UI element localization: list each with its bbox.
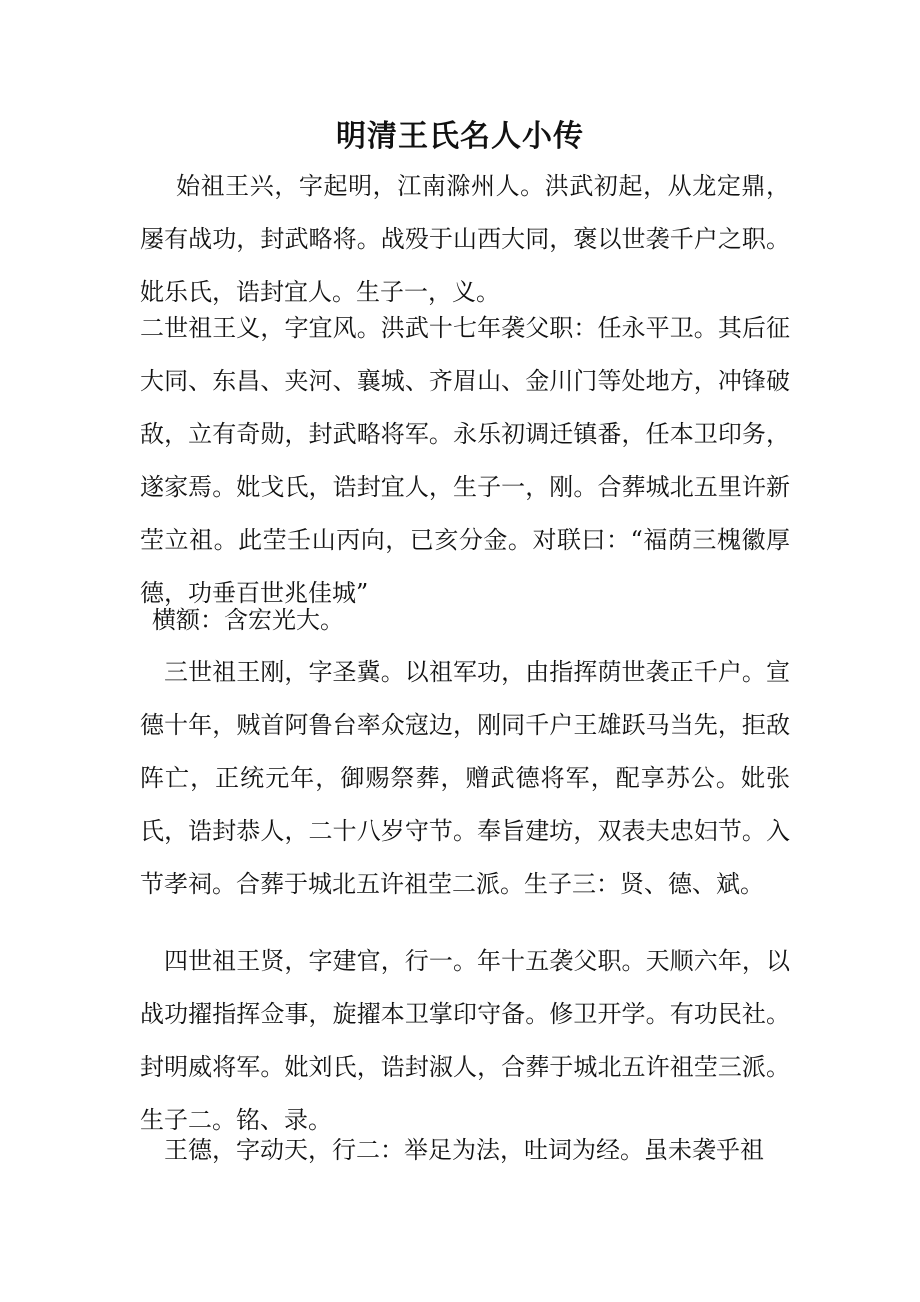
paragraph-wang-xing: 始祖王兴，字起明，江南滁州人。洪武初起，从龙定鼎，屡有战功，封武略将。战殁于山西大同，褒以世袭千户之职。妣乐氏，诰封宜人。生子一，义。 xyxy=(140,172,790,306)
paragraph-horizontal-scroll: 横额：含宏光大。 xyxy=(152,606,344,634)
paragraph-wang-yi: 二世祖王义，字宜风。洪武十七年袭父职：任永平卫。其后征大同、东昌、夹河、襄城、齐眉山、金川门等处地方，冲锋破敌，立有奇勋，封武略将军。永乐初调迁镇番，任本卫印务，遂家焉。妣戈氏，诰封宜人，生子一，刚。合葬城北五里许新茔立祖。此茔壬山丙向，已亥分金。对联曰：“福荫三槐徽厚德，功垂百世兆佳城” xyxy=(140,314,790,607)
paragraph-wang-xian: 四世祖王贤，字建官，行一。年十五袭父职。天顺六年，以战功擢指挥佥事，旋擢本卫掌印守备。修卫开学。有功民社。封明威将军。妣刘氏，诰封淑人，合葬于城北五许祖茔三派。生子二。铭、录。 xyxy=(140,947,790,1134)
document-title: 明清王氏名人小传 xyxy=(336,119,584,154)
paragraph-wang-de: 王德，字动天，行二：举足为法，吐词为经。虽未袭乎祖 xyxy=(164,1136,764,1164)
paragraph-wang-gang: 三世祖王刚，字圣冀。以祖军功，由指挥荫世袭正千户。宣德十年，贼首阿鲁台率众寇边，刚同千户王雄跃马当先，拒敌阵亡，正统元年，御赐祭葬，赠武德将军，配享苏公。妣张氏，诰封恭人，二十八岁守节。奉旨建坊，双表夫忠妇节。入节孝祠。合葬于城北五许祖茔二派。生子三：贤、德、斌。 xyxy=(140,658,790,898)
